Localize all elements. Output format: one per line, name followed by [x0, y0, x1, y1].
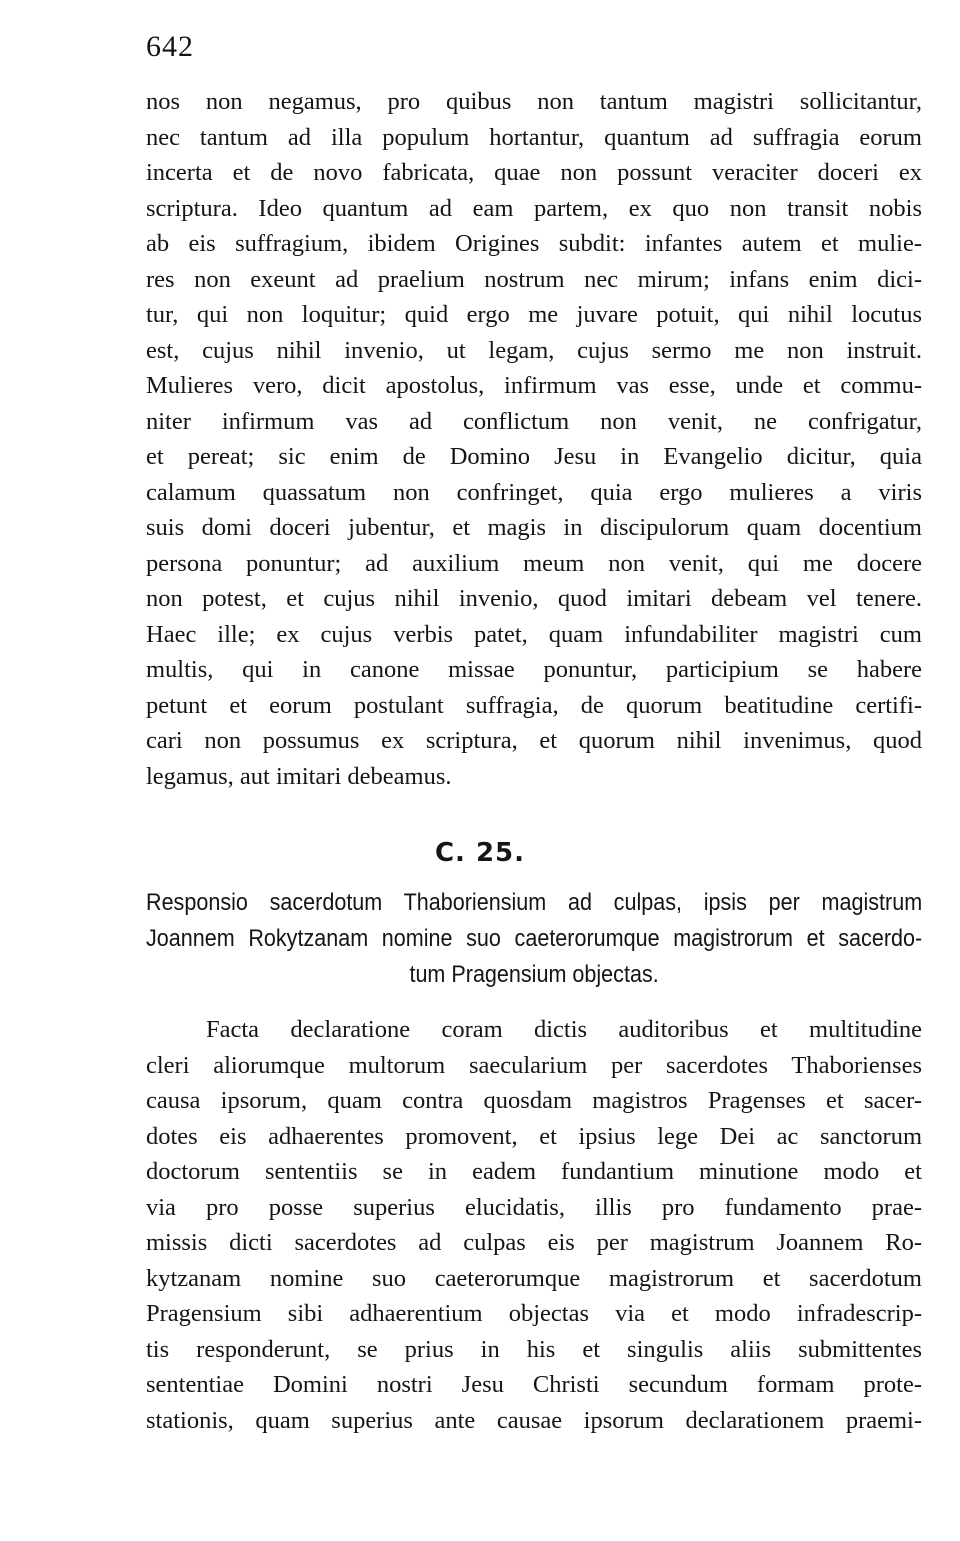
text-line: Haec ille; ex cujus verbis patet, quam infundabiliter magistri cum — [146, 620, 922, 648]
text-line: missis dicti sacerdotes ad culpas eis per magistrum Joannem Ro- — [146, 1229, 922, 1256]
text-line: incerta et de novo fabricata, quae non possunt veraciter doceri ex — [146, 159, 922, 186]
text-line: res non exeunt ad praelium nostrum nec mirum; infans enim dici- — [146, 265, 922, 293]
text-line: Pragensium sibi adhaerentium objectas via et modo infradescrip- — [146, 1300, 922, 1327]
text-line: Facta declaratione coram dictis auditoribus et multitudine — [206, 1016, 922, 1043]
text-line: non potest, et cujus nihil invenio, quod imitari debeam vel tenere. — [146, 585, 922, 612]
text-line: sententiae Domini nostri Jesu Christi secundum formam prote- — [146, 1371, 922, 1398]
text-line: nos non negamus, pro quibus non tantum magistri sollicitantur, — [146, 88, 922, 115]
page-number: 642 — [146, 30, 194, 63]
text-line: niter infirmum vas ad conflictum non venit, ne confrigatur, — [146, 407, 922, 435]
text-line: ab eis suffragium, ibidem Origines subdit: infantes autem et mulie- — [146, 230, 922, 257]
chapter-heading — [146, 885, 922, 993]
text-line: nec tantum ad illa populum hortantur, quantum ad suffragia eorum — [146, 123, 922, 151]
text-line: persona ponuntur; ad auxilium meum non venit, qui me docere — [146, 549, 922, 577]
paragraph-continued — [146, 84, 922, 794]
text-line: cleri aliorumque multorum saecularium per sacerdotes Thaborienses — [146, 1051, 922, 1079]
text-line: causa ipsorum, quam contra quosdam magistros Pragenses et sacer- — [146, 1087, 922, 1114]
text-line: cari non possumus ex scriptura, et quorum nihil invenimus, quod — [146, 727, 922, 754]
text-line: et pereat; sic enim de Domino Jesu in Evangelio dicitur, quia — [146, 443, 922, 470]
text-line: doctorum sententiis se in eadem fundantium minutione modo et — [146, 1158, 922, 1185]
paragraph-facta — [146, 1012, 922, 1438]
text-line: est, cujus nihil invenio, ut legam, cujus sermo me non instruit. — [146, 336, 922, 364]
text-line: multis, qui in canone missae ponuntur, participium se habere — [146, 656, 922, 683]
text-line: tis responderunt, se prius in his et singulis aliis submittentes — [146, 1335, 922, 1363]
text-line: tur, qui non loquitur; quid ergo me juvare potuit, qui nihil locutus — [146, 301, 922, 328]
text-line: tum Pragensium objectas. — [409, 961, 659, 988]
text-line: petunt et eorum postulant suffragia, de quorum beatitudine certifi- — [146, 691, 922, 719]
text-line: dotes eis adhaerentes promovent, et ipsius lege Dei ac sanctorum — [146, 1122, 922, 1150]
text-line: calamum quassatum non confringet, quia ergo mulieres a viris — [146, 478, 922, 506]
text-line: Joannem Rokytzanam nomine suo caeterorumque magistrorum et sacerdo- — [146, 925, 923, 952]
text-line: via pro posse superius elucidatis, illis pro fundamento prae- — [146, 1193, 922, 1221]
text-line: legamus, aut imitari debeamus. — [146, 762, 452, 790]
text-line: Mulieres vero, dicit apostolus, infirmum vas esse, unde et commu- — [146, 372, 922, 399]
chapter-number: C. 25. — [434, 838, 526, 868]
text-line: suis domi doceri jubentur, et magis in discipulorum quam docentium — [146, 514, 922, 541]
text-line: Responsio sacerdotum Thaboriensium ad culpas, ipsis per magistrum — [146, 889, 923, 916]
text-line: scriptura. Ideo quantum ad eam partem, ex quo non transit nobis — [146, 194, 922, 222]
text-line: kytzanam nomine suo caeterorumque magistrorum et sacerdotum — [146, 1264, 922, 1292]
text-line: stationis, quam superius ante causae ipsorum declarationem praemi- — [146, 1406, 922, 1434]
